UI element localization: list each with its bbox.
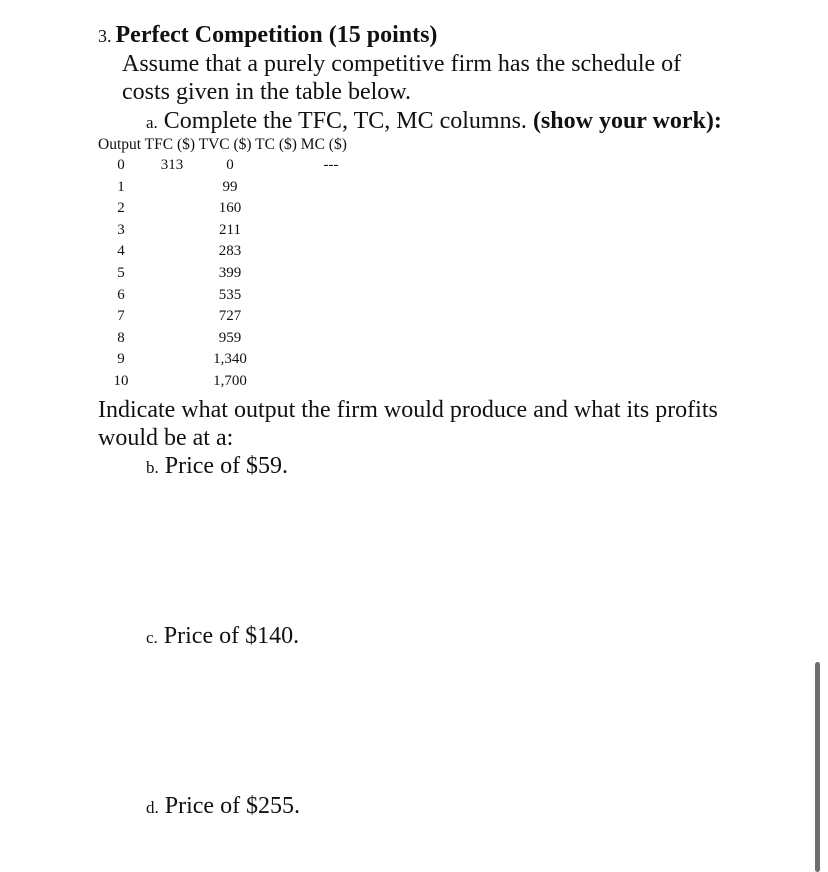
indicate-line-2: would be at a: [98, 425, 234, 451]
table-cell-tvc: 535 [218, 286, 242, 303]
table-cell-tvc: 1,340 [213, 351, 247, 368]
table-cell-tvc: 1,700 [213, 373, 247, 389]
table-cell-output: 10 [113, 373, 129, 389]
table-cell-output: 8 [117, 329, 125, 346]
part-d-text: Price of $255. [164, 793, 301, 819]
table-cell-tvc: 399 [218, 265, 242, 281]
table-cell-output: 3 [117, 221, 125, 238]
table-cell-tvc: 211 [219, 221, 241, 238]
table-cell-output: 0 [117, 157, 125, 173]
part-a-letter: a. [146, 113, 158, 132]
table-cell-output: 6 [117, 286, 125, 303]
table-cell-tvc: 283 [218, 243, 242, 260]
part-a [146, 107, 722, 137]
part-c-text: Price of $140. [163, 623, 300, 649]
question-title: Perfect Competition (15 points) [115, 22, 438, 48]
part-b [146, 452, 288, 482]
table-cell-output: 9 [117, 351, 125, 368]
question-heading [98, 22, 437, 49]
table-cell-tvc: 727 [218, 308, 242, 325]
intro-line-1: Assume that a purely competitive firm has the schedule of [122, 51, 682, 77]
indicate-line-1: Indicate what output the firm would produce and what its profits [98, 397, 718, 423]
vertical-scrollbar[interactable] [815, 662, 820, 872]
table-header: Output TFC ($) TVC ($) TC ($) MC ($) [98, 136, 347, 153]
table-cell-mc: --- [323, 157, 339, 173]
table-cell-tvc: 959 [218, 329, 242, 346]
table-cell-output: 4 [117, 243, 125, 260]
table-cell-output: 5 [117, 265, 125, 281]
table-cell-tvc: 0 [226, 157, 234, 173]
table-cell-tvc: 160 [218, 200, 242, 217]
table-cell-tfc: 313 [160, 157, 184, 173]
table-cell-output: 7 [117, 308, 125, 325]
part-c-letter: c. [146, 628, 158, 647]
table-cell-output: 1 [117, 178, 125, 195]
part-b-letter: b. [146, 458, 159, 477]
table-cell-output: 2 [117, 200, 125, 217]
part-d-letter: d. [146, 798, 159, 817]
part-c [146, 622, 299, 652]
part-a-text: Complete the TFC, TC, MC columns. [163, 108, 527, 134]
table-cell-tvc: 99 [222, 178, 238, 195]
part-a-bold-text: (show your work): [532, 108, 722, 134]
intro-line-2: costs given in the table below. [122, 79, 412, 105]
part-b-text: Price of $59. [164, 453, 289, 479]
question-number: 3. [98, 26, 112, 46]
part-d [146, 792, 300, 822]
